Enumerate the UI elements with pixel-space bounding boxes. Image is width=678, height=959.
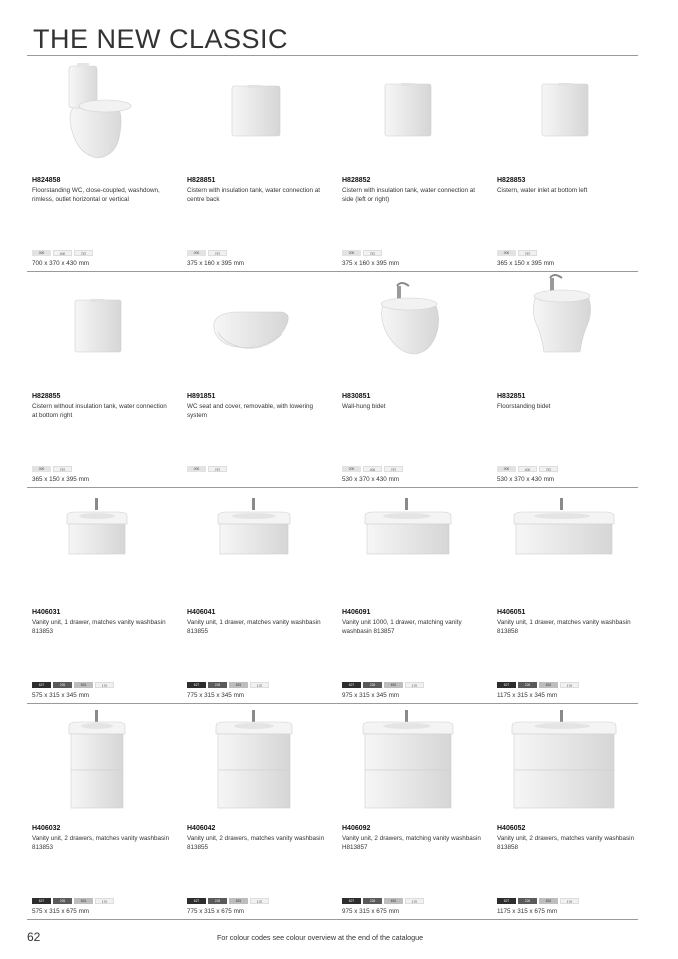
product-dimensions: 575 x 315 x 675 mm — [32, 908, 90, 915]
colour-swatch: 226 — [53, 898, 72, 904]
colour-swatch: 400 — [518, 466, 537, 472]
page-number: 62 — [27, 930, 41, 944]
product-dimensions: 975 x 315 x 345 mm — [342, 692, 400, 699]
product-code: H828852 — [342, 177, 371, 184]
colour-swatch: 000 — [497, 466, 516, 472]
colour-swatch: 400 — [53, 250, 72, 256]
colour-swatch: 627 — [187, 898, 206, 904]
product-code: H406052 — [497, 825, 526, 832]
product-card[interactable] — [492, 272, 642, 487]
colour-swatches — [342, 682, 424, 688]
colour-swatch: 000 — [187, 250, 206, 256]
colour-swatches — [342, 466, 403, 472]
colour-swatch: 757 — [384, 466, 403, 472]
product-code: H406091 — [342, 609, 371, 616]
footer-note: For colour codes see colour overview at the end of the catalogue — [217, 933, 424, 942]
colour-swatch: 631 — [229, 682, 248, 688]
product-code: H830851 — [342, 393, 371, 400]
product-description: Cistern with insulation tank, water connection at side (left or right) — [342, 187, 476, 203]
colour-swatch: 627 — [342, 682, 361, 688]
product-code: H406042 — [187, 825, 216, 832]
product-image-cistern — [492, 56, 642, 174]
colour-swatches — [32, 250, 93, 256]
product-image-vanity-unit — [492, 704, 642, 822]
product-image-wc — [27, 56, 177, 174]
product-code: H832851 — [497, 393, 526, 400]
colour-swatch: 000 — [32, 250, 51, 256]
product-image-vanity-unit — [337, 488, 487, 606]
product-card[interactable] — [337, 56, 487, 271]
product-dimensions: 375 x 160 x 395 mm — [187, 260, 245, 267]
product-code: H891851 — [187, 393, 216, 400]
colour-swatches — [187, 898, 269, 904]
product-description: Vanity unit, 2 drawers, matching vanity washbasin H813857 — [342, 835, 481, 851]
colour-swatches — [32, 898, 114, 904]
colour-swatch: 000 — [342, 250, 361, 256]
product-description: Vanity unit 1000, 1 drawer, matching vanity washbasin 813857 — [342, 619, 462, 635]
product-image-vanity-unit — [337, 704, 487, 822]
product-dimensions: 365 x 150 x 395 mm — [497, 260, 555, 267]
colour-swatches — [497, 898, 579, 904]
product-dimensions: 775 x 315 x 345 mm — [187, 692, 245, 699]
colour-swatch: 170 — [95, 898, 114, 904]
page-title: THE NEW CLASSIC — [33, 24, 289, 54]
colour-swatch: 757 — [53, 466, 72, 472]
colour-swatches — [497, 682, 579, 688]
product-image-cistern — [27, 272, 177, 390]
product-description: Vanity unit, 2 drawers, matches vanity washbasin 813853 — [32, 835, 170, 851]
product-description: Vanity unit, 1 drawer, matches vanity washbasin 813855 — [187, 619, 321, 635]
product-code: H406032 — [32, 825, 61, 832]
colour-swatch: 170 — [405, 898, 424, 904]
product-card[interactable] — [182, 272, 332, 487]
colour-swatch: 627 — [187, 682, 206, 688]
product-card[interactable] — [492, 56, 642, 271]
product-card[interactable] — [182, 488, 332, 703]
product-code: H406041 — [187, 609, 216, 616]
colour-swatch: 631 — [74, 682, 93, 688]
product-description: WC seat and cover, removable, with lowering system — [187, 403, 313, 419]
colour-swatch: 627 — [32, 898, 51, 904]
colour-swatch: 000 — [342, 466, 361, 472]
colour-swatch: 170 — [95, 682, 114, 688]
product-card[interactable] — [492, 704, 642, 919]
product-image-bidet — [337, 272, 487, 390]
product-image-vanity-unit — [492, 488, 642, 606]
product-dimensions: 700 x 370 x 430 mm — [32, 260, 90, 267]
colour-swatch: 170 — [250, 682, 269, 688]
colour-swatches — [187, 466, 227, 472]
product-description: Cistern without insulation tank, water connection at bottom right — [32, 403, 167, 419]
colour-swatches — [187, 682, 269, 688]
colour-swatch: 170 — [560, 898, 579, 904]
colour-swatch: 000 — [32, 466, 51, 472]
colour-swatch: 631 — [539, 682, 558, 688]
product-description: Vanity unit, 1 drawer, matches vanity washbasin 813853 — [32, 619, 166, 635]
product-description: Vanity unit, 2 drawers, matches vanity washbasin 813855 — [187, 835, 325, 851]
colour-swatches — [32, 682, 114, 688]
product-dimensions: 365 x 150 x 395 mm — [32, 476, 90, 483]
colour-swatches — [342, 250, 382, 256]
colour-swatches — [497, 250, 537, 256]
colour-swatch: 226 — [53, 682, 72, 688]
colour-swatch: 226 — [208, 682, 227, 688]
product-row — [27, 488, 638, 704]
colour-swatch: 170 — [560, 682, 579, 688]
colour-swatch: 627 — [342, 898, 361, 904]
colour-swatches — [32, 466, 72, 472]
product-card[interactable] — [492, 488, 642, 703]
product-description: Floorstanding bidet — [497, 403, 551, 410]
colour-swatch: 170 — [405, 682, 424, 688]
product-card[interactable] — [182, 704, 332, 919]
product-dimensions: 375 x 160 x 395 mm — [342, 260, 400, 267]
product-card[interactable] — [27, 704, 177, 919]
product-image-vanity-unit — [27, 704, 177, 822]
colour-swatch: 631 — [384, 898, 403, 904]
product-image-vanity-unit — [182, 488, 332, 606]
product-dimensions: 1175 x 315 x 675 mm — [497, 908, 558, 915]
product-dimensions: 530 x 370 x 430 mm — [497, 476, 555, 483]
product-card[interactable] — [27, 56, 177, 271]
product-description: Wall-hung bidet — [342, 403, 386, 410]
product-grid — [27, 56, 638, 920]
colour-swatches — [497, 466, 558, 472]
colour-swatch: 170 — [250, 898, 269, 904]
product-card[interactable] — [337, 272, 487, 487]
product-card[interactable] — [337, 488, 487, 703]
colour-swatch: 757 — [74, 250, 93, 256]
product-dimensions: 775 x 315 x 675 mm — [187, 908, 245, 915]
colour-swatch: 631 — [229, 898, 248, 904]
colour-swatch: 627 — [497, 682, 516, 688]
product-code: H828855 — [32, 393, 61, 400]
colour-swatch: 631 — [539, 898, 558, 904]
product-card[interactable] — [27, 272, 177, 487]
product-card[interactable] — [182, 56, 332, 271]
product-code: H406031 — [32, 609, 61, 616]
product-card[interactable] — [337, 704, 487, 919]
product-code: H406092 — [342, 825, 371, 832]
colour-swatch: 627 — [32, 682, 51, 688]
colour-swatch: 757 — [518, 250, 537, 256]
colour-swatch: 631 — [74, 898, 93, 904]
colour-swatch: 000 — [187, 466, 206, 472]
product-description: Cistern with insulation tank, water connection at centre back — [187, 187, 321, 203]
colour-swatch: 627 — [497, 898, 516, 904]
colour-swatch: 631 — [384, 682, 403, 688]
product-image-seat — [182, 272, 332, 390]
product-code: H828853 — [497, 177, 526, 184]
colour-swatches — [187, 250, 227, 256]
colour-swatch: 226 — [208, 898, 227, 904]
product-code: H406051 — [497, 609, 526, 616]
product-card[interactable] — [27, 488, 177, 703]
colour-swatch: 757 — [363, 250, 382, 256]
colour-swatch: 757 — [208, 466, 227, 472]
product-description: Floorstanding WC, close-coupled, washdown, rimless, outlet horizontal or vertical — [32, 187, 160, 203]
colour-swatch: 757 — [539, 466, 558, 472]
product-dimensions: 1175 x 315 x 345 mm — [497, 692, 558, 699]
colour-swatch: 757 — [208, 250, 227, 256]
product-image-cistern — [182, 56, 332, 174]
colour-swatch: 226 — [518, 682, 537, 688]
product-row — [27, 56, 638, 272]
product-description: Vanity unit, 1 drawer, matches vanity washbasin 813858 — [497, 619, 631, 635]
product-description: Cistern, water inlet at bottom left — [497, 187, 588, 194]
colour-swatch: 400 — [363, 466, 382, 472]
product-image-vanity-unit — [27, 488, 177, 606]
product-description: Vanity unit, 2 drawers, matches vanity washbasin 813858 — [497, 835, 635, 851]
product-code: H828851 — [187, 177, 216, 184]
product-dimensions: 575 x 315 x 345 mm — [32, 692, 90, 699]
colour-swatch: 226 — [518, 898, 537, 904]
colour-swatch: 000 — [497, 250, 516, 256]
product-code: H824858 — [32, 177, 61, 184]
product-row — [27, 272, 638, 488]
product-image-vanity-unit — [182, 704, 332, 822]
colour-swatches — [342, 898, 424, 904]
colour-swatch: 226 — [363, 682, 382, 688]
colour-swatch: 226 — [363, 898, 382, 904]
product-image-bidet — [492, 272, 642, 390]
product-dimensions: 975 x 315 x 675 mm — [342, 908, 400, 915]
product-row — [27, 704, 638, 920]
product-image-cistern — [337, 56, 487, 174]
product-dimensions: 530 x 370 x 430 mm — [342, 476, 400, 483]
